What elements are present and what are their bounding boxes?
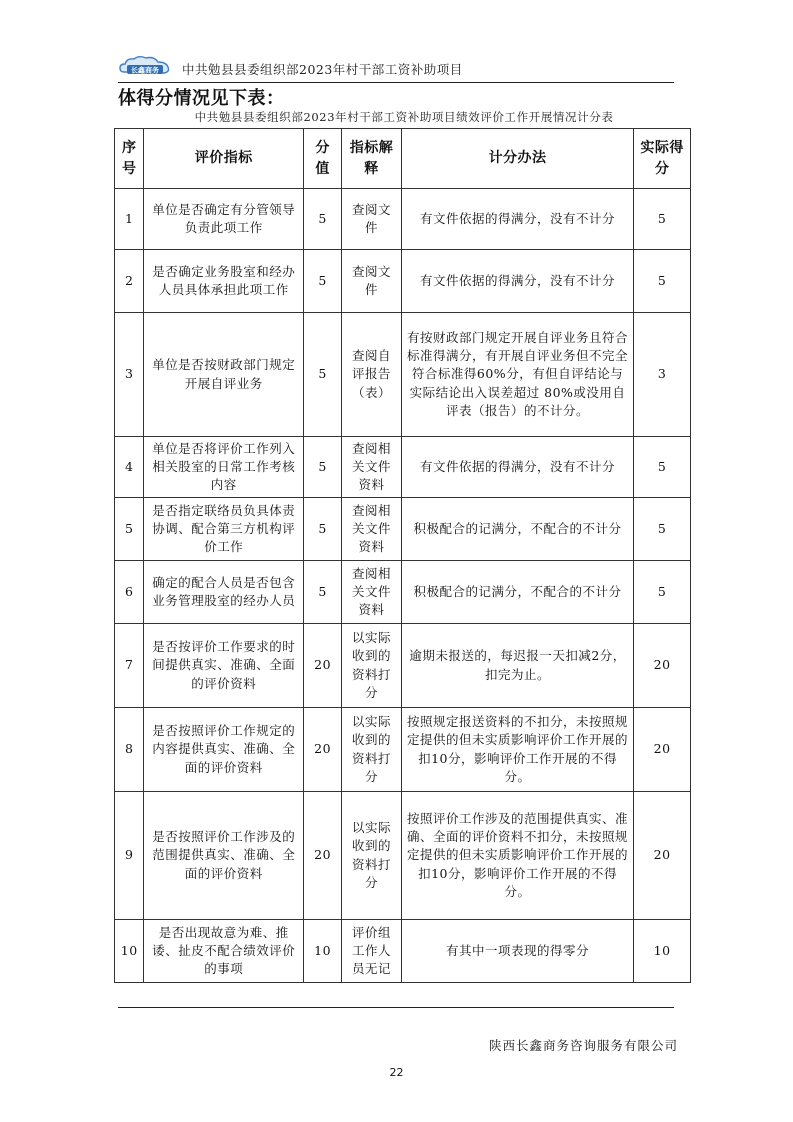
table-row xyxy=(115,920,691,983)
cell-actual: 20 xyxy=(634,624,691,708)
cell-indicator: 单位是否按财政部门规定开展自评业务 xyxy=(144,313,304,437)
table-row xyxy=(115,561,691,624)
header-title: 中共勉县县委组织部2023年村干部工资补助项目 xyxy=(182,62,463,77)
cell-indicator: 是否出现故意为难、推诿、扯皮不配合绩效评价的事项 xyxy=(144,920,304,983)
header-score: 分值 xyxy=(304,129,342,189)
table-row xyxy=(115,624,691,708)
cell-explain: 查阅相关文件资料 xyxy=(342,498,402,561)
cell-method: 按照规定报送资料的不扣分，未按照规定提供的但未实质影响评价工作开展的扣10分，影响评价工作开展的不得分。 xyxy=(401,708,633,792)
cell-explain: 以实际收到的资料打分 xyxy=(342,708,402,792)
cell-no: 7 xyxy=(115,624,144,708)
header-explain: 指标解释 xyxy=(342,129,402,189)
score-table xyxy=(114,128,691,983)
cell-method: 积极配合的记满分，不配合的不计分 xyxy=(401,498,633,561)
cell-score: 5 xyxy=(304,437,342,498)
table-row xyxy=(115,792,691,920)
table-row xyxy=(115,498,691,561)
cell-method: 有按财政部门规定开展自评业务且符合标准得满分，有开展自评业务但不完全符合标准得60%分，有但自评结论与实际结论出入误差超过 80%或没用自 评表（报告）的不计分。 xyxy=(401,313,633,437)
page-number: 22 xyxy=(389,1066,404,1079)
cell-explain: 以实际收到的资料打分 xyxy=(342,792,402,920)
cell-explain: 查阅自评报告（表） xyxy=(342,313,402,437)
table-row xyxy=(115,313,691,437)
header-no: 序号 xyxy=(115,129,144,189)
cell-no: 10 xyxy=(115,920,144,983)
table-caption: 中共勉县县委组织部2023年村干部工资补助项目绩效评价工作开展情况计分表 xyxy=(194,110,614,124)
company-logo xyxy=(118,54,172,78)
cell-score: 20 xyxy=(304,708,342,792)
cell-indicator: 单位是否将评价工作列入相关股室的日常工作考核内容 xyxy=(144,437,304,498)
cell-score: 5 xyxy=(304,313,342,437)
cell-actual: 5 xyxy=(634,498,691,561)
cell-method: 积极配合的记满分，不配合的不计分 xyxy=(401,561,633,624)
cell-actual: 5 xyxy=(634,437,691,498)
cell-no: 3 xyxy=(115,313,144,437)
cell-method: 逾期未报送的，每迟报一天扣减2分，扣完为止。 xyxy=(401,624,633,708)
cell-explain: 查阅文件 xyxy=(342,250,402,313)
cell-indicator: 单位是否确定有分管领导负责此项工作 xyxy=(144,189,304,250)
cell-no: 6 xyxy=(115,561,144,624)
table-row xyxy=(115,250,691,313)
footer-divider xyxy=(118,1007,674,1008)
cell-indicator: 是否按评价工作要求的时间提供真实、准确、全面的评价资料 xyxy=(144,624,304,708)
header-method: 计分办法 xyxy=(401,129,633,189)
cell-score: 5 xyxy=(304,498,342,561)
cell-actual: 20 xyxy=(634,708,691,792)
cell-actual: 5 xyxy=(634,561,691,624)
cell-indicator: 是否按照评价工作涉及的范围提供真实、准确、全面的评价资料 xyxy=(144,792,304,920)
cell-score: 5 xyxy=(304,189,342,250)
cell-method: 有文件依据的得满分，没有不计分 xyxy=(401,437,633,498)
cell-score: 5 xyxy=(304,250,342,313)
cell-method: 有文件依据的得满分，没有不计分 xyxy=(401,250,633,313)
cell-actual: 20 xyxy=(634,792,691,920)
cell-no: 4 xyxy=(115,437,144,498)
cell-explain: 查阅相关文件资料 xyxy=(342,561,402,624)
cell-no: 2 xyxy=(115,250,144,313)
cell-no: 1 xyxy=(115,189,144,250)
cell-method: 有其中一项表现的得零分 xyxy=(401,920,633,983)
table-row xyxy=(115,189,691,250)
svg-text:长鑫商务: 长鑫商务 xyxy=(131,66,159,75)
cell-indicator: 是否确定业务股室和经办人员具体承担此项工作 xyxy=(144,250,304,313)
cell-actual: 5 xyxy=(634,189,691,250)
cell-no: 5 xyxy=(115,498,144,561)
page-header xyxy=(118,52,674,83)
cell-indicator: 是否按照评价工作规定的内容提供真实、准确、全面的评价资料 xyxy=(144,708,304,792)
intro-text: 体得分情况见下表： xyxy=(118,88,285,109)
cell-explain: 评价组工作人员无记 xyxy=(342,920,402,983)
company-name: 陕西长鑫商务咨询服务有限公司 xyxy=(488,1038,678,1053)
cell-method: 按照评价工作涉及的范围提供真实、准确、全面的评价资料不扣分，未按照规定提供的但未实质影响评价工作开展的扣10分，影响评价工作开展的不得分。 xyxy=(401,792,633,920)
cell-indicator: 是否指定联络员负具体责协调、配合第三方机构评价工作 xyxy=(144,498,304,561)
cell-no: 8 xyxy=(115,708,144,792)
cell-actual: 3 xyxy=(634,313,691,437)
cell-score: 20 xyxy=(304,792,342,920)
cell-method: 有文件依据的得满分，没有不计分 xyxy=(401,189,633,250)
header-indicator: 评价指标 xyxy=(144,129,304,189)
cell-explain: 查阅文件 xyxy=(342,189,402,250)
cell-explain: 查阅相关文件资料 xyxy=(342,437,402,498)
cell-indicator: 确定的配合人员是否包含业务管理股室的经办人员 xyxy=(144,561,304,624)
header-actual: 实际得分 xyxy=(634,129,691,189)
cell-no: 9 xyxy=(115,792,144,920)
table-header-row xyxy=(115,129,691,189)
table-row xyxy=(115,437,691,498)
cell-score: 5 xyxy=(304,561,342,624)
cell-explain: 以实际收到的资料打分 xyxy=(342,624,402,708)
cell-score: 10 xyxy=(304,920,342,983)
cell-score: 20 xyxy=(304,624,342,708)
cell-actual: 10 xyxy=(634,920,691,983)
cell-actual: 5 xyxy=(634,250,691,313)
table-row xyxy=(115,708,691,792)
